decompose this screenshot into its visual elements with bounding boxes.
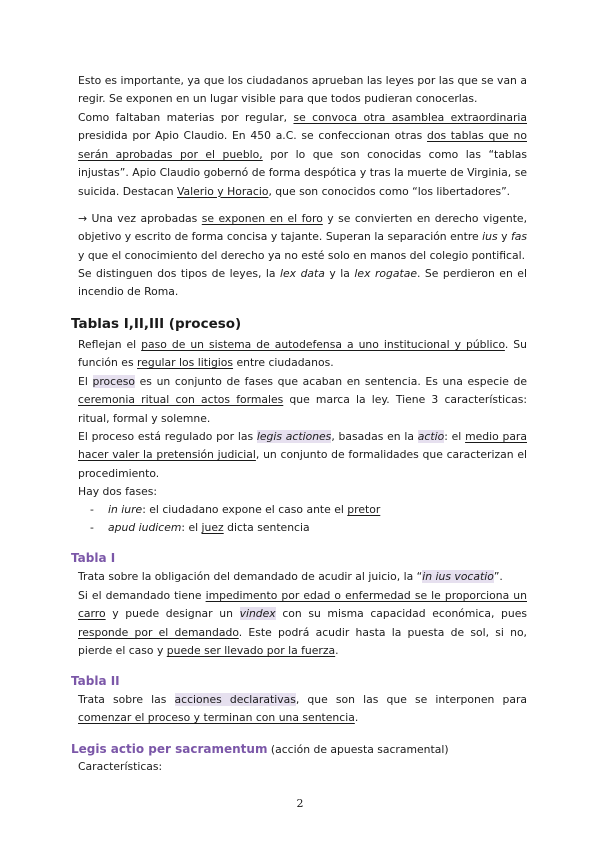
italic-term: ius [482, 230, 498, 244]
underlined-phrase: se exponen en el foro [201, 212, 323, 225]
underlined-phrase: pretor [347, 503, 381, 516]
underlined-phrase: dos tablas que no serán aprobadas por el pueblo, [78, 129, 527, 161]
underlined-phrase: medio para hacer valer la pretensión judicial [78, 430, 527, 462]
underlined-phrase: Valerio y Horacio [177, 184, 269, 198]
underlined-phrase: regular los litigios [137, 356, 234, 370]
underlined-phrase: se convoca otra asamblea extraordinaria [293, 111, 527, 124]
italic-term: in iure [108, 503, 143, 516]
highlighted-term: vindex [239, 607, 276, 621]
intro-paragraph-3: → Una vez aprobadas se exponen en el foro y se convierten en derecho vigente, objetivo y escrito de forma concisa y tajante. Superan la separación entre ius y fas y que el conocimiento del derecho ya no esté solo en manos del colegio pontifical. [78, 212, 528, 262]
list-item: - apud iudicem: el juez dicta sentencia [90, 521, 310, 534]
tabla1-paragraph-1: Trata sobre la obligación del demandado de acudir al juicio, la “in ius vocatio”. [78, 570, 503, 583]
proceso-paragraph-1: Reflejan el paso de un sistema de autodefensa a uno institucional y público. Su función es regular los litigios entre ciudadanos. [78, 338, 527, 370]
highlighted-term: proceso [92, 375, 135, 388]
proceso-paragraph-4: Hay dos fases: [78, 485, 158, 498]
list-item: - in iure: el ciudadano expone el caso ante el pretor [90, 503, 381, 516]
underlined-phrase: ceremonia ritual con actos formales [78, 393, 284, 407]
underlined-phrase: impedimento por edad o enfermedad se le proporciona un carro [78, 589, 527, 621]
section-heading-tabla-2: Tabla II [71, 674, 120, 688]
page-number: 2 [296, 797, 304, 810]
italic-term: apud iudicem [108, 521, 182, 534]
underlined-phrase: paso de un sistema de autodefensa a uno institucional y público [141, 338, 505, 351]
highlighted-term: in ius vocatio [422, 570, 494, 583]
proceso-paragraph-2: El proceso es un conjunto de fases que acaban en sentencia. Es una especie de ceremonia ritual con actos formales que marca la ley. Tiene 3 características: ritual, formal y solemne. [78, 375, 527, 425]
section-heading-proceso: Tablas I,II,III (proceso) [71, 316, 242, 332]
italic-term: lex data [280, 267, 325, 280]
underlined-phrase: responde por el demandado [78, 625, 239, 639]
intro-paragraph-1: Esto es importante, ya que los ciudadanos aprueban las leyes por las que se van a regir. Se exponen en un lugar visible para que todos pudieran conocerlas. [78, 74, 527, 106]
tabla2-paragraph-1: Trata sobre las acciones declarativas, que son las que se interponen para comenzar el proceso y terminan con una sentencia. [78, 693, 528, 725]
underlined-phrase: puede ser llevado por la fuerza [166, 644, 336, 658]
section-heading-tabla-1: Tabla I [71, 551, 116, 565]
intro-paragraph-4: Se distinguen dos tipos de leyes, la lex data y la lex rogatae. Se perdieron en el incendio de Roma. [78, 267, 527, 299]
section-heading-legis-actio: Legis actio per sacramentum (acción de apuesta sacramental) [71, 742, 449, 756]
legis-paragraph-1: Características: [78, 760, 163, 773]
italic-term: lex rogatae [354, 267, 417, 280]
italic-term: fas [510, 230, 528, 244]
highlighted-term: legis actiones [256, 430, 332, 443]
underlined-phrase: juez [201, 521, 224, 534]
tabla1-paragraph-2: Si el demandado tiene impedimento por edad o enfermedad se le proporciona un carro y puede designar un vindex con su misma capacidad económica, pues responde por el demandado. Este podrá acudir hasta la puesta de sol, si no, pierde el caso y puede ser llevado por la fuerza. [78, 589, 527, 658]
highlighted-term: acciones declarativas [174, 693, 296, 706]
heading-note: (acción de apuesta sacramental) [267, 743, 449, 756]
underlined-phrase: comenzar el proceso y terminan con una sentencia [78, 711, 355, 725]
intro-paragraph-2: Como faltaban materias por regular, se convoca otra asamblea extraordinaria presidida por Apio Claudio. En 450 a.C. se confeccionan otras dos tablas que no serán aprobadas por el pueblo, por lo que son conocidas como las “tablas injustas”. Apio Claudio gobernó de forma despótica y tras la muerte de Virginia, se suicida. Destacan Valerio y Horacio, que son conocidos como “los libertadores”. [78, 111, 527, 198]
highlighted-term: actio [417, 430, 445, 443]
proceso-paragraph-3: El proceso está regulado por las legis actiones, basadas en la actio: el medio para hacer valer la pretensión judicial, un conjunto de formalidades que caracterizan el procedimiento. [78, 430, 527, 480]
